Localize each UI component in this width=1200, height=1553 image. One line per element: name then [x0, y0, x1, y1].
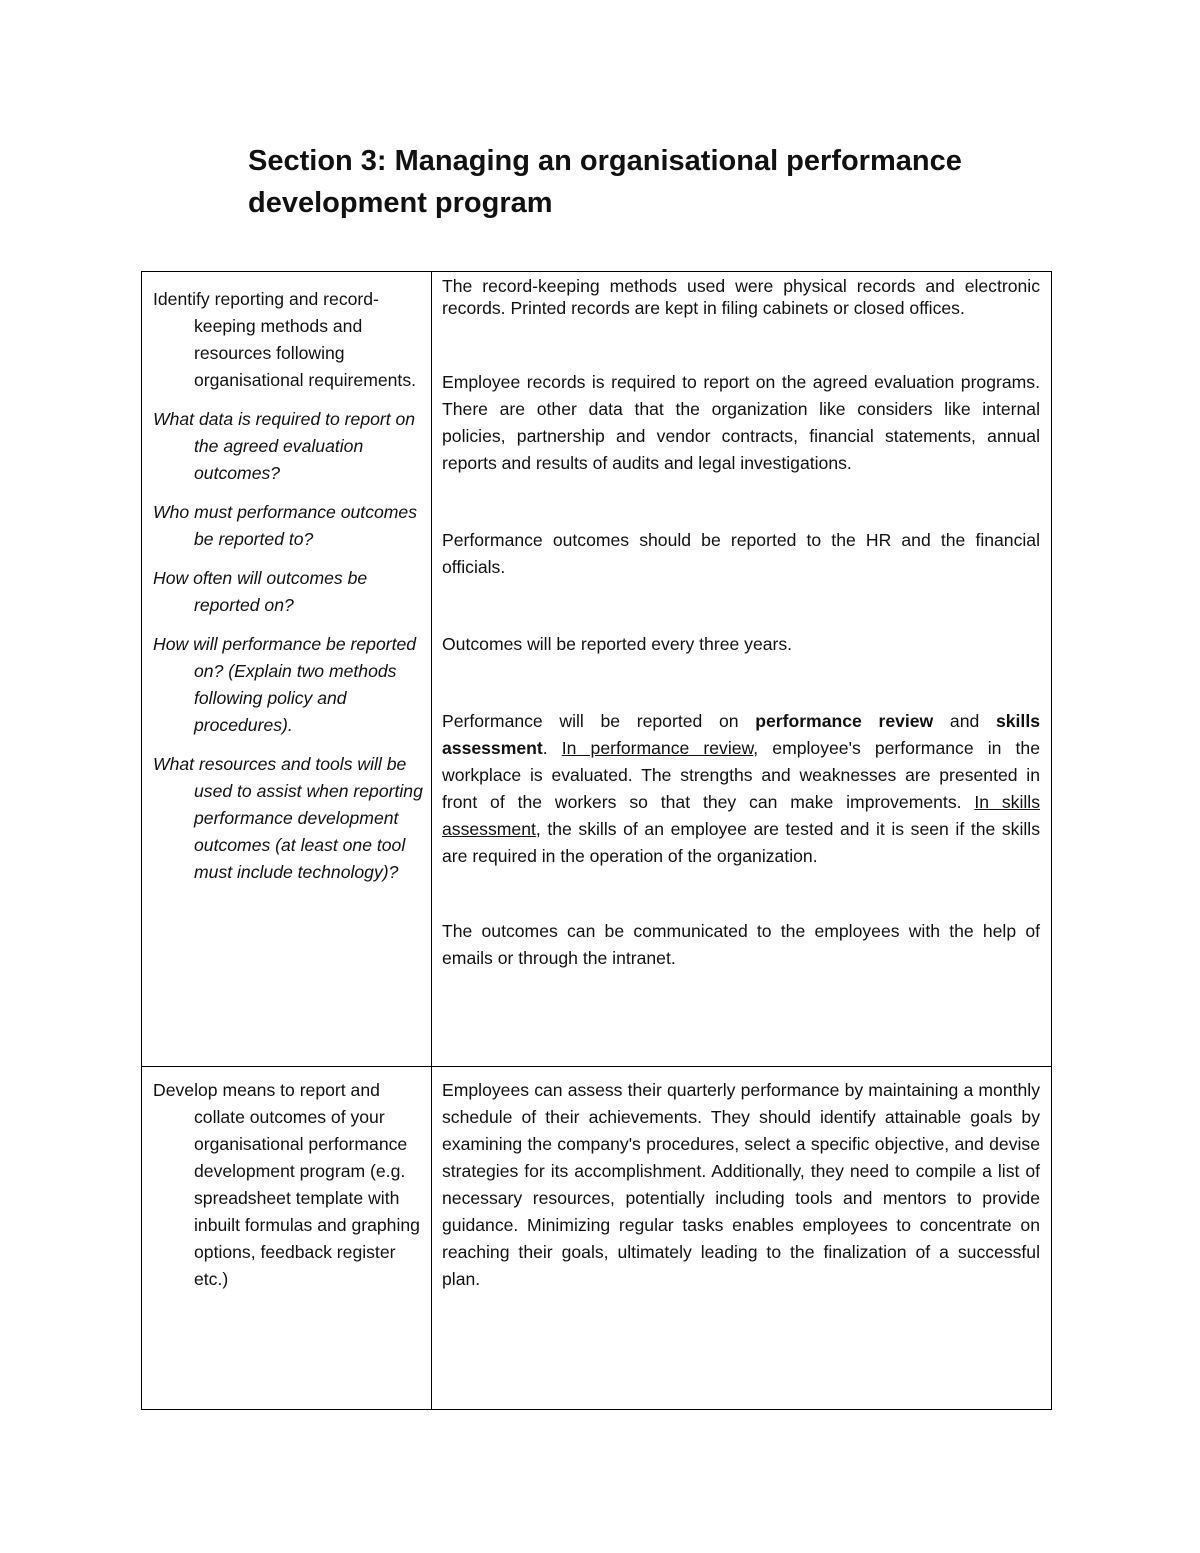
answer-how-reported: Performance will be reported on performance review and skills assessment. In performance review, employee's performance in the workplace is evaluated. The strengths and weaknesses are presented in front of the workers so that they can make improvements. In skills assessment, the skills of an employee are tested and it is seen if the skills are required in the operation of the organization.: [442, 711, 1040, 866]
performance-reporting-table: [141, 271, 1052, 1410]
underline-performance-review: In performance review: [561, 738, 754, 758]
answer-data-required: Employee records is required to report on the agreed evaluation programs. There are other data that the organization like considers like internal policies, partnership and vendor contracts, financial statements, annual reports and results of audits and legal investigations.: [442, 372, 1040, 473]
bold-skills-assessment: skills assessment: [442, 711, 1040, 758]
answer-record-keeping: The record-keeping methods used were physical records and electronic records. Printed records are kept in filing cabinets or closed offices.: [442, 276, 1040, 318]
answer-cell: [432, 1067, 1052, 1410]
criteria-intro: Identify reporting and record-keeping methods and resources following organisational requirements.: [153, 289, 417, 390]
question-how-often: How often will outcomes be reported on?: [153, 568, 368, 615]
criteria-develop-means: Develop means to report and collate outcomes of your organisational performance development program (e.g. spreadsheet template with inbuilt formulas and graphing options, feedback register etc.): [153, 1080, 420, 1289]
question-data-required: What data is required to report on the agreed evaluation outcomes?: [153, 409, 416, 483]
question-how-reported: How will performance be reported on? (Explain two methods following policy and procedures).: [153, 634, 417, 735]
table-row: [142, 272, 1052, 1067]
bold-performance-review: performance review: [755, 711, 934, 731]
criteria-cell: [142, 1067, 432, 1410]
answer-how-often: Outcomes will be reported every three years.: [442, 634, 793, 654]
question-resources-tools: What resources and tools will be used to assist when reporting performance development outcomes (at least one tool must include technology)?: [153, 754, 423, 882]
answer-resources-tools: The outcomes can be communicated to the employees with the help of emails or through the intranet.: [442, 921, 1040, 968]
question-report-to: Who must performance outcomes be reported to?: [153, 502, 418, 549]
section-title: Section 3: Managing an organisational performance development program: [248, 145, 962, 219]
answer-develop-means: Employees can assess their quarterly performance by maintaining a monthly schedule of their achievements. They should identify attainable goals by examining the company's procedures, select a specific objective, and devise strategies for its accomplishment. Additionally, they need to compile a list of necessary resources, potentially including tools and mentors to provide guidance. Minimizing regular tasks enables employees to concentrate on reaching their goals, ultimately leading to the finalization of a successful plan.: [442, 1080, 1040, 1289]
answer-report-to: Performance outcomes should be reported to the HR and the financial officials.: [442, 530, 1040, 577]
criteria-cell: [142, 272, 432, 1067]
answer-cell: [432, 272, 1052, 1067]
table-row: [142, 1067, 1052, 1410]
underline-skills-assessment: In skills assessment: [442, 792, 1040, 839]
